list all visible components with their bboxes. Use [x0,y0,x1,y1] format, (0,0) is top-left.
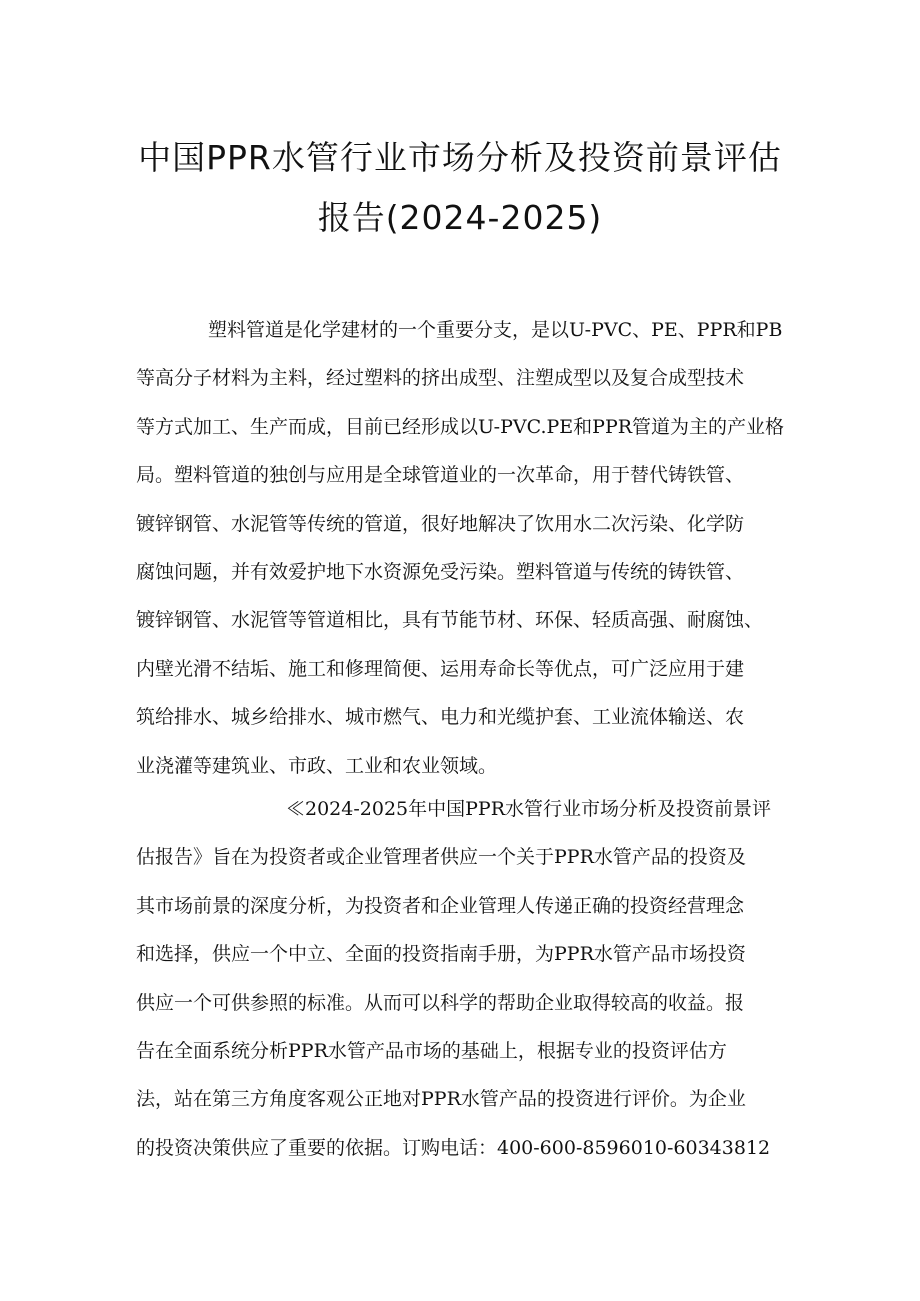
paragraph-intro [136,306,784,790]
paragraph-line: 筑给排水、城乡给排水、城市燃气、电力和光缆护套、工业流体输送、农 [136,706,745,729]
document-title [100,128,820,248]
paragraph-line: 等高分子材料为主料，经过塑料的挤出成型、注塑成型以及复合成型技术 [136,367,745,390]
paragraph-line: 镀锌钢管、水泥管等管道相比，具有节能节材、环保、轻质高强、耐腐蚀、 [136,609,764,632]
paragraph-line: 镀锌钢管、水泥管等传统的管道，很好地解决了饮用水二次污染、化学防 [136,512,745,535]
paragraph-line: 业浇灌等建筑业、市政、工业和农业领域。 [136,754,498,777]
paragraph-line: 法，站在第三方角度客观公正地对PPR水管产品的投资进行评价。为企业 [136,1088,746,1111]
paragraph-line: 腐蚀问题，并有效爱护地下水资源免受污染。塑料管道与传统的铸铁管、 [136,560,745,583]
paragraph-report-description [136,785,771,1172]
paragraph-line: 供应一个可供参照的标准。从而可以科学的帮助企业取得较高的收益。报 [136,991,745,1014]
paragraph-line: 局。塑料管道的独创与应用是全球管道业的一次革命，用于替代铸铁管、 [136,464,745,487]
paragraph-line: ≪2024-2025年中国PPR水管行业市场分析及投资前景评 [286,798,772,820]
title-line-1: 中国PPR水管行业市场分析及投资前景评估 [138,138,782,177]
paragraph-line: 告在全面系统分析PPR水管产品市场的基础上，根据专业的投资评估方 [136,1039,727,1062]
paragraph-line: 内壁光滑不结垢、施工和修理简便、运用寿命长等优点，可广泛应用于建 [136,657,745,680]
paragraph-line: 等方式加工、生产而成，目前已经形成以U-PVC.PE和PPR管道为主的产业格 [136,415,785,438]
paragraph-line: 塑料管道是化学建材的一个重要分支，是以U-PVC、PE、PPR和PB [208,319,783,341]
title-line-2: 报告(2024-2025) [317,198,603,237]
paragraph-line: 其市场前景的深度分析，为投资者和企业管理人传递正确的投资经营理念 [136,894,745,917]
paragraph-line: 和选择，供应一个中立、全面的投资指南手册，为PPR水管产品市场投资 [136,943,746,966]
order-phone-line: 的投资决策供应了重要的依据。订购电话：400-600-8596010-60343812 [136,1136,771,1159]
paragraph-line: 估报告》旨在为投资者或企业管理者供应一个关于PPR水管产品的投资及 [136,846,746,869]
